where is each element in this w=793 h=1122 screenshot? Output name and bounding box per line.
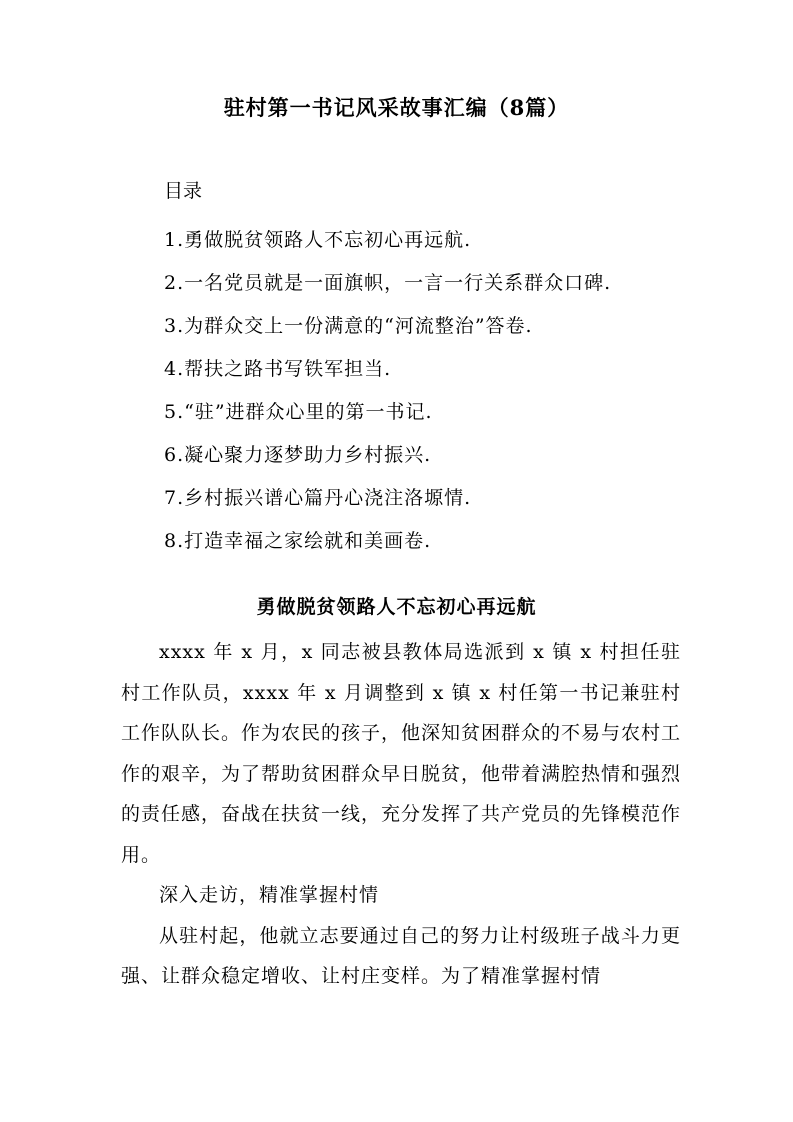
body-paragraph: xxxx 年 x 月，x 同志被县教体局选派到 x 镇 x 村担任驻村工作队员，xxxx 年 x 月调整到 x 镇 x 村任第一书记兼驻村工作队队长。作为农民的孩子，他深知贫困群众的不易与农村工作的艰辛，为了帮助贫困群众早日脱贫，他带着满腔热情和强烈的责任感，奋战在扶贫一线，充分发挥了共产党员的先锋模范作用。 xyxy=(121,641,682,866)
toc-item: 2.一名党员就是一面旗帜，一言一行关系群众口碑. xyxy=(164,272,612,294)
toc-item: 6.凝心聚力逐梦助力乡村振兴. xyxy=(164,444,432,466)
toc-item: 7.乡村振兴谱心篇丹心浇注洛塬情. xyxy=(164,487,472,509)
section-title: 勇做脱贫领路人不忘初心再远航 xyxy=(256,596,537,618)
subheading-paragraph: 深入走访，精准掌握村情 xyxy=(159,884,380,906)
toc-item: 4.帮扶之路书写铁军担当. xyxy=(164,358,392,380)
toc-heading: 目录 xyxy=(164,180,203,202)
document-title: 驻村第一书记风采故事汇编（8篇） xyxy=(223,95,570,120)
table-of-contents xyxy=(164,219,611,563)
section-body xyxy=(121,632,681,997)
toc-item: 5.“驻”进群众心里的第一书记. xyxy=(164,401,433,423)
body-paragraph: 从驻村起，他就立志要通过自己的努力让村级班子战斗力更强、让群众稳定增收、让村庄变样。为了精准掌握村情 xyxy=(121,924,681,987)
toc-item: 3.为群众交上一份满意的“河流整治”答卷. xyxy=(164,315,533,337)
toc-item: 1.勇做脱贫领路人不忘初心再远航. xyxy=(164,229,472,251)
toc-item: 8.打造幸福之家绘就和美画卷. xyxy=(164,530,432,552)
